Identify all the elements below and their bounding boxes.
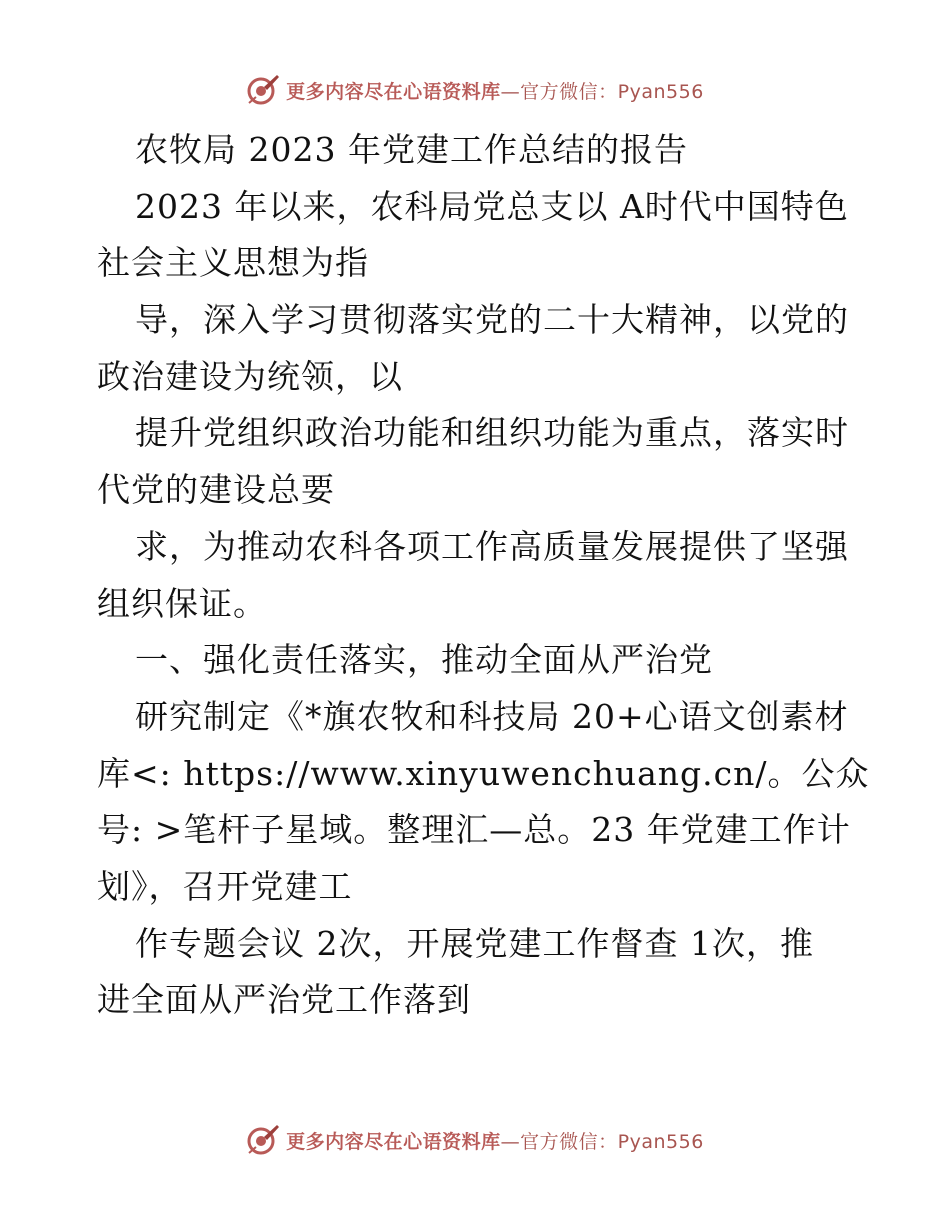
paragraph-line: 库<: https://www.xinyuwenchuang.cn/。公众 — [97, 753, 870, 793]
header-watermark-banner — [0, 70, 950, 110]
paragraph-line: 研究制定《*旗农牧和科技局 20+心语文创素材 — [135, 696, 849, 736]
document-title: 农牧局 2023 年党建工作总结的报告 — [135, 130, 688, 169]
paragraph-line: 代党的建设总要 — [97, 470, 335, 510]
paragraph-line: 政治建设为统领，以 — [97, 356, 403, 396]
paragraph-line: 号: >笔杆子星域。整理汇—总。23 年党建工作计 — [97, 810, 851, 850]
footer-watermark-banner — [0, 1120, 950, 1160]
pen-circle-logo-icon — [246, 73, 280, 107]
paragraph-line: 求，为推动农科各项工作高质量发展提供了坚强 — [135, 526, 849, 566]
document-body — [97, 122, 870, 1029]
paragraph-line: 作专题会议 2次，开展党建工作督查 1次，推 — [135, 923, 814, 963]
paragraph-line: 提升党组织政治功能和组织功能为重点，落实时 — [135, 413, 849, 453]
paragraph-line: 进全面从严治党工作落到 — [97, 980, 471, 1020]
footer-watermark-text: 更多内容尽在心语资料库—官方微信：Pyan556 — [286, 1130, 704, 1153]
pen-circle-logo-icon — [246, 1123, 280, 1157]
paragraph-line: 组织保证。 — [97, 583, 267, 623]
paragraph-line: 2023 年以来，农科局党总支以 A时代中国特色 — [135, 186, 849, 226]
header-watermark-text: 更多内容尽在心语资料库—官方微信：Pyan556 — [286, 80, 704, 103]
section-heading: 一、强化责任落实，推动全面从严治党 — [135, 640, 713, 680]
paragraph-line: 社会主义思想为指 — [97, 243, 369, 283]
paragraph-line: 导，深入学习贯彻落实党的二十大精神，以党的 — [135, 300, 849, 340]
paragraph-line: 划》，召开党建工 — [97, 866, 353, 906]
